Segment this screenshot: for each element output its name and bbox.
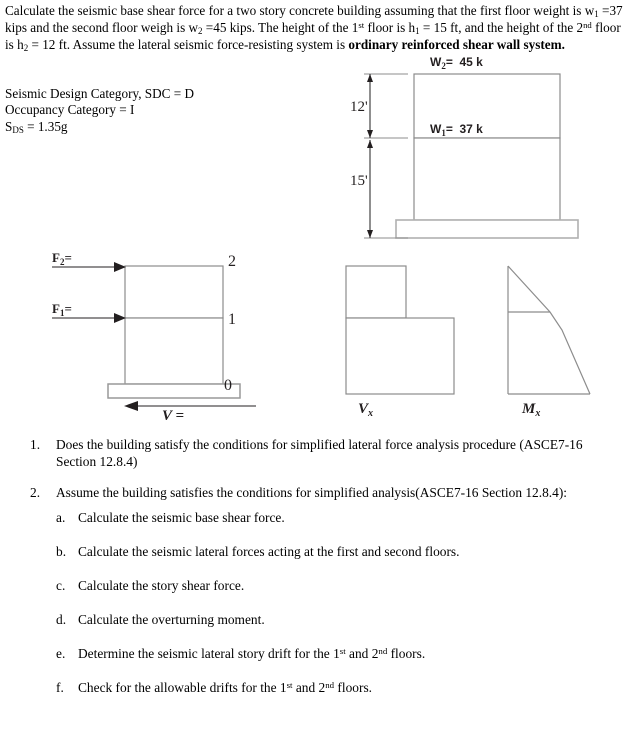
statement-sub-w2: 2 <box>198 26 203 37</box>
sub-question-e-marker: e. <box>56 646 66 661</box>
given-occupancy-label: Occupancy Category = <box>5 102 130 118</box>
sub-e-sup-st: st <box>339 645 346 656</box>
sub-question-list <box>56 509 620 696</box>
statement-part-5: = 15 ft, and the height of the 2 <box>419 20 584 36</box>
force-f1-label: $F_1=$ <box>52 301 72 318</box>
sub-question-c-marker: c. <box>56 578 66 593</box>
dim-label-lower: 15' <box>350 173 368 189</box>
question-item-1 <box>30 436 620 470</box>
dim-arrow-upper-bottom <box>367 130 373 138</box>
sub-question-d-marker: d. <box>56 612 67 627</box>
sub-question-a-text: Calculate the seismic base shear force. <box>78 510 285 525</box>
statement-part-6: floor is h <box>5 20 621 53</box>
floor-level-1-label: 1 <box>228 311 236 328</box>
sub-question-a-marker: a. <box>56 510 66 525</box>
overturning-moment-figure <box>492 250 634 420</box>
statement-sup-nd: nd <box>583 20 592 31</box>
shear-lower-block <box>346 318 454 394</box>
sub-question-item-d <box>56 611 620 628</box>
statement-part-4: floor is h <box>364 20 416 36</box>
statement-sub-h1: 1 <box>415 26 420 37</box>
statement-sub-w1: 1 <box>594 8 599 19</box>
sub-question-item-c <box>56 577 620 594</box>
sub-question-item-e <box>56 645 620 662</box>
statement-part-7: = 12 ft. Assume the lateral seismic force-resisting system is <box>28 37 349 53</box>
shear-upper-block <box>346 266 406 318</box>
sub-f-part-3: floors. <box>334 680 372 695</box>
sub-e-part-3: floors. <box>387 646 426 661</box>
story-shear-label: $V_x$ <box>358 401 374 419</box>
dim-arrow-lower-bottom <box>367 230 373 238</box>
given-sds-symbol: S <box>5 118 13 134</box>
problem-statement <box>5 2 625 54</box>
sub-e-part-1: Determine the seismic lateral story drift for the 1 <box>78 646 340 661</box>
statement-part-2: =37 kips and the second floor weigh is w <box>5 3 623 36</box>
sub-f-part-2: and 2 <box>292 680 326 695</box>
sub-question-f-marker: f. <box>56 680 64 695</box>
question-item-2 <box>30 484 620 501</box>
force-foundation-rect <box>108 384 240 398</box>
dim-arrow-lower-top <box>367 140 373 148</box>
weight-w2-label: $W_2= 45$ k <box>430 55 483 71</box>
sub-question-b-marker: b. <box>56 544 67 559</box>
question-1-text: Does the building satisfy the conditions for simplified lateral force analysis procedure (ASCE7-16 Section 12.8.4) <box>56 437 583 469</box>
foundation-footing-rect <box>396 220 578 238</box>
given-sdc-line <box>5 86 194 102</box>
force-lower-story-rect <box>125 318 223 384</box>
statement-part-3: =45 kips. The height of the 1 <box>202 20 359 36</box>
sub-question-c-text: Calculate the story shear force. <box>78 578 245 593</box>
overturning-moment-label: $M_x$ <box>522 401 541 419</box>
base-shear-label: V = <box>162 408 185 424</box>
sub-e-sup-nd: nd <box>378 645 388 656</box>
question-2-text: Assume the building satisfies the conditions for simplified analysis(ASCE7-16 Section 12.8.4): <box>56 485 568 500</box>
given-sds-line <box>5 119 194 135</box>
given-sdc-label: Seismic Design Category, SDC = <box>5 86 185 101</box>
force-f2-arrowhead <box>114 262 126 272</box>
given-sds-subscript: DS <box>12 124 24 135</box>
sub-f-sup-nd: nd <box>325 679 335 690</box>
sub-question-f-text <box>78 679 620 696</box>
given-sdc-value: D <box>184 86 195 101</box>
force-upper-story-rect <box>125 266 223 318</box>
building-elevation-figure <box>350 48 634 248</box>
sub-e-part-2: and 2 <box>345 646 379 661</box>
statement-part-1: Calculate the seismic base shear force for a two story concrete building assuming that the first floor weight is w <box>5 3 595 18</box>
statement-sub-h2: 2 <box>23 43 29 54</box>
sub-question-d-text: Calculate the overturning moment. <box>78 612 265 627</box>
given-occupancy-line <box>5 102 194 118</box>
floor-level-2-label: 2 <box>228 253 236 270</box>
force-f2-label: $F_2=$ <box>52 250 72 267</box>
dim-arrow-upper-top <box>367 74 373 82</box>
weight-w1-label: $W_1= 37$ k <box>430 122 483 138</box>
sub-question-item-f <box>56 679 620 696</box>
lower-story-rect <box>414 138 560 220</box>
question-2-marker: 2. <box>30 485 41 500</box>
statement-sup-st: st <box>358 20 365 31</box>
sub-f-sup-st: st <box>286 679 293 690</box>
sub-f-part-1: Check for the allowable drifts for the 1 <box>78 680 287 695</box>
given-data-block <box>5 86 194 135</box>
floor-level-0-label: 0 <box>224 377 232 394</box>
given-occupancy-value: I <box>129 102 135 118</box>
statement-bold-system: ordinary reinforced shear wall system. <box>348 37 565 53</box>
story-shear-figure <box>332 250 482 420</box>
lateral-force-figure <box>52 250 284 424</box>
sub-question-item-b <box>56 543 620 560</box>
force-f1-arrowhead <box>114 313 126 323</box>
moment-profile-line <box>508 266 590 394</box>
base-shear-arrowhead <box>124 401 138 411</box>
sub-question-item-a <box>56 509 620 526</box>
question-1-marker: 1. <box>30 437 41 452</box>
dim-label-upper: 12' <box>350 99 368 115</box>
sub-question-b-text: Calculate the seismic lateral forces acting at the first and second floors. <box>78 544 460 559</box>
sub-question-e-text <box>78 645 620 662</box>
given-sds-value: = 1.35g <box>23 118 68 134</box>
question-list <box>30 436 620 713</box>
